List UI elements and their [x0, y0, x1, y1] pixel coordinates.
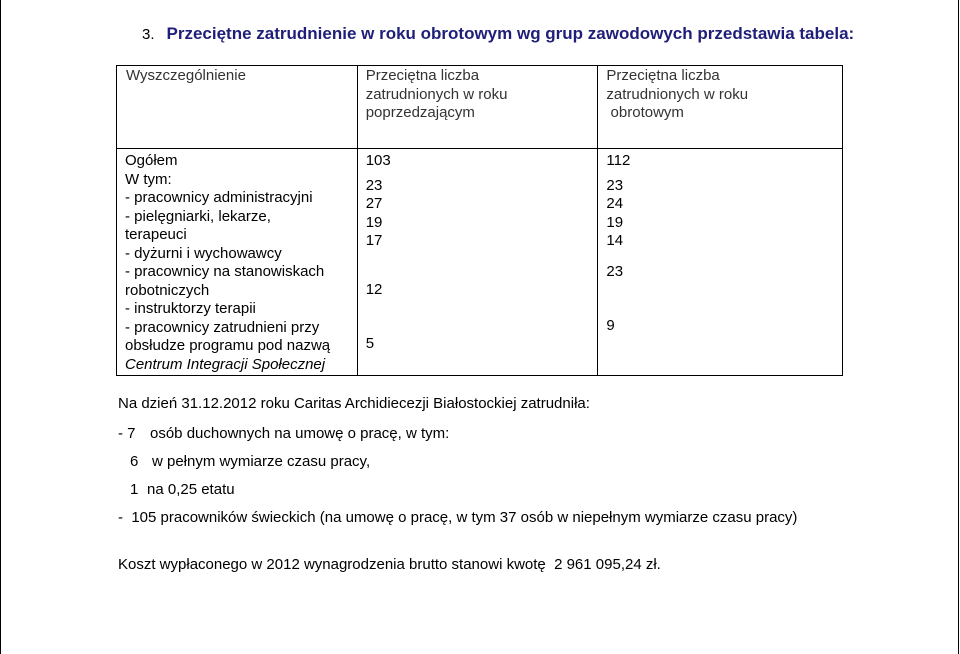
category-total: Ogółem — [125, 152, 178, 169]
prev-admin: 23 — [365, 176, 383, 194]
header-description: Wyszczególnienie — [117, 66, 358, 149]
employment-table — [116, 65, 843, 376]
prev-instructors: 12 — [365, 280, 383, 298]
curr-instructors: 23 — [606, 262, 624, 280]
curr-total: 112 — [606, 152, 631, 169]
paragraph-fulltime — [130, 453, 370, 470]
category-instructors: - instruktorzy terapii — [125, 300, 256, 317]
clergy-count: - 7 — [118, 425, 136, 442]
category-workers-cont: robotniczych — [125, 281, 210, 299]
category-duty: - dyżurni i wychowawcy — [125, 244, 282, 262]
parttime-count: 1 — [130, 481, 139, 498]
category-medical-cont: terapeuci — [125, 226, 187, 243]
category-program: - pracownicy zatrudnieni przy — [125, 318, 320, 336]
curr-admin: 23 — [606, 176, 624, 194]
current-year-values — [598, 149, 843, 376]
clergy-text: osób duchownych na umowę o pracę, w tym: — [150, 425, 450, 442]
prev-workers: 17 — [365, 232, 383, 249]
fulltime-count: 6 — [130, 453, 139, 470]
categories-cell — [117, 149, 358, 376]
category-including: W tym: — [125, 170, 172, 188]
category-program-cont: obsłudze programu pod nazwą — [125, 337, 331, 354]
paragraph-lay-workers: - 105 pracowników świeckich (na umowę o pracę, w tym 37 osób w niepełnym wymiarze czasu pracy) — [118, 509, 798, 526]
header-previous-year: Przeciętna liczba zatrudnionych w roku poprzedzającym — [357, 66, 598, 149]
category-medical: - pielęgniarki, lekarze, — [125, 207, 271, 225]
parttime-text: na 0,25 etatu — [147, 481, 235, 498]
table-row — [117, 149, 843, 376]
category-admin: - pracownicy administracyjni — [125, 189, 313, 206]
paragraph-clergy — [118, 425, 449, 442]
section-number: 3. — [142, 26, 155, 43]
section-heading — [142, 24, 854, 44]
prev-duty: 19 — [365, 213, 383, 231]
section-title: Przeciętne zatrudnienie w roku obrotowym wg grup zawodowych przedstawia tabela: — [166, 24, 855, 43]
paragraph-employment-date: Na dzień 31.12.2012 roku Caritas Archidiecezji Białostockiej zatrudniła: — [118, 395, 590, 412]
prev-medical: 27 — [365, 195, 383, 212]
previous-year-values — [357, 149, 598, 376]
table-header-row — [117, 66, 843, 149]
header-current-year: Przeciętna liczba zatrudnionych w roku obrotowym — [598, 66, 843, 149]
curr-program: 9 — [606, 317, 615, 334]
curr-duty: 19 — [606, 213, 624, 231]
paragraph-parttime — [130, 481, 235, 498]
curr-workers: 14 — [606, 232, 624, 249]
category-program-name: Centrum Integracji Społecznej — [125, 355, 326, 373]
fulltime-text: w pełnym wymiarze czasu pracy, — [152, 453, 371, 470]
prev-total: 103 — [365, 152, 391, 169]
category-workers: - pracownicy na stanowiskach — [125, 263, 325, 280]
curr-medical: 24 — [606, 195, 624, 212]
paragraph-salary-cost: Koszt wypłaconego w 2012 wynagrodzenia brutto stanowi kwotę 2 961 095,24 zł. — [118, 556, 661, 573]
prev-program: 5 — [365, 335, 375, 352]
